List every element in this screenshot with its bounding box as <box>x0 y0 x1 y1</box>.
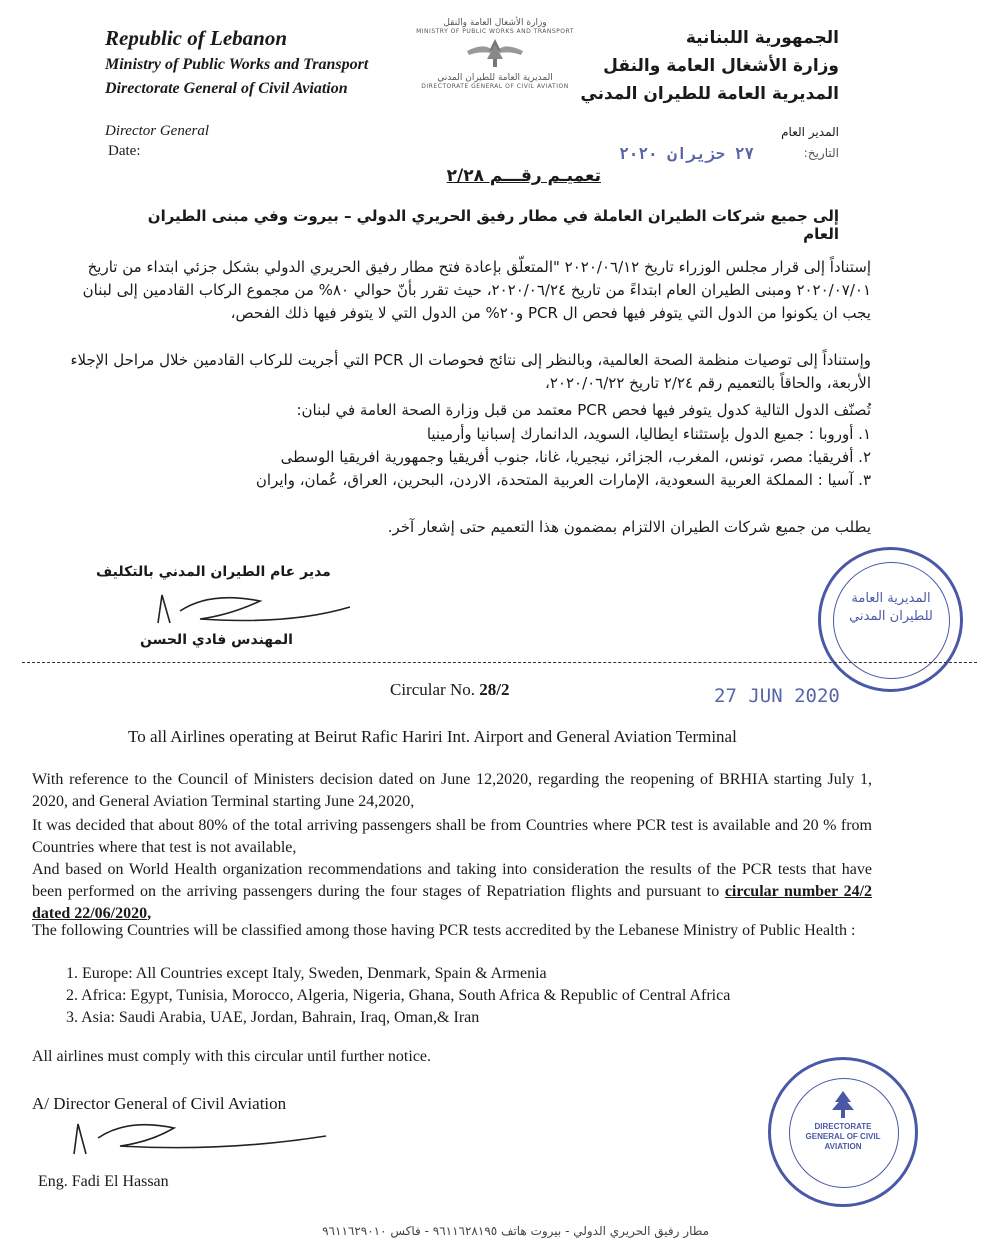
en-circular-number: 28/2 <box>479 680 510 699</box>
en-list-text: Asia: Saudi Arabia, UAE, Jordan, Bahrain, Iraq, Oman,& Iran <box>81 1009 480 1026</box>
ar-signer-name: المهندس فادي الحسن <box>140 632 293 648</box>
ar-signature-icon <box>140 585 370 633</box>
ar-list-item-2: ٢. أفريقيا: مصر، تونس، المغرب، الجزائر، نيجيريا، غانا، جنوب أفريقيا وجمهورية افريقيا الوسطى <box>280 448 871 466</box>
section-divider <box>22 662 977 663</box>
logo-top-en: MINISTRY OF PUBLIC WORKS AND TRANSPORT <box>416 28 574 35</box>
ar-paragraph-3: تُصنّف الدول التالية كدول يتوفر فيها فحص PCR معتمد من قبل وزارة الصحة العامة في لبنان: <box>296 401 871 419</box>
en-list-text: Europe: All Countries except Italy, Sweden, Denmark, Spain & Armenia <box>82 965 547 982</box>
ministry-logo <box>405 18 585 118</box>
en-list-item-2 <box>66 985 730 1007</box>
ar-signer-title: مدير عام الطيران المدني بالتكليف <box>96 564 331 580</box>
ar-header-republic: الجمهورية اللبنانية <box>685 28 839 48</box>
cedar-wings-emblem-icon <box>465 37 525 71</box>
ar-date-value: ٢٧ حزيران ٢٠٢٠ <box>619 144 754 163</box>
en-header-directorate: Directorate General of Civil Aviation <box>105 80 348 97</box>
ar-list-item-3: ٣. آسيا : المملكة العربية السعودية، الإمارات العربية المتحدة، الاردن، البحرين، العراق، عُمان، وايران <box>255 471 871 489</box>
en-paragraph-3-text: And based on World Health organization recommendations and taking into consideration the results of the PCR tests that have been performed on the arriving passengers during the four stages of Repatriation flights and pursuant to <box>32 861 872 900</box>
ar-paragraph-1: إستناداً إلى قرار مجلس الوزراء تاريخ ٢٠٢٠/٠٦/١٢ "المتعلّق بإعادة فتح مطار رفيق الحريري الدولي بشكل جزئي ابتداء من تاريخ ٢٠٢٠/٠٧/٠١ ومبنى الطيران العام ابتداءً من تاريخ ٢٠٢٠/٠٦/٢٤، حيث تقرر بأنّ حوالي ٨٠% من مجموع الركاب القادمين إلى لبنان يجب ان يكونوا من الدول التي يتوفر فيها فحص ال PCR و٢٠% من الدول التي لا يتوفر فيها ذلك الفحص، <box>82 258 871 322</box>
ar-header-directorate: المديرية العامة للطيران المدني <box>580 84 839 104</box>
en-signer-name: Eng. Fadi El Hassan <box>38 1173 169 1190</box>
en-date-label: Date: <box>108 143 141 159</box>
en-circular-heading <box>390 680 509 700</box>
en-list-item-3 <box>66 1007 479 1029</box>
en-list-num: 3. <box>66 1009 78 1026</box>
en-list-num: 2. <box>66 987 78 1004</box>
en-signature-icon <box>64 1112 334 1162</box>
en-paragraph-3 <box>32 859 872 925</box>
en-closing: All airlines must comply with this circular until further notice. <box>32 1048 432 1065</box>
en-date-stamp: 27 JUN 2020 <box>714 685 840 707</box>
ar-closing: يطلب من جميع شركات الطيران الالتزام بمضمون هذا التعميم حتى إشعار آخر. <box>387 518 871 536</box>
logo-bottom-ar: المديرية العامة للطيران المدني <box>437 73 553 83</box>
en-paragraph-2: It was decided that about 80% of the total arriving passengers shall be from Countries where PCR test is available and 20 % from Countries where that test is not available, <box>32 817 872 856</box>
en-paragraph-3-end: , <box>147 905 152 922</box>
arabic-official-seal-icon <box>818 547 963 692</box>
en-header-ministry: Ministry of Public Works and Transport <box>105 56 369 73</box>
ar-director-label: المدير العام <box>781 125 839 139</box>
en-circular-label: Circular No. <box>390 680 475 699</box>
en-list-num: 1. <box>66 965 78 982</box>
ar-date-label: التاريخ: <box>803 146 839 160</box>
ar-circular-title: تعميـم رقـــم ٢/٢٨ <box>446 166 601 186</box>
en-circular-reference: circular number 24/2 dated 22/06/2020 <box>32 883 873 922</box>
seal-cedar-icon <box>827 1090 859 1120</box>
ar-seal-text: المديرية العامة للطيران المدني <box>849 591 933 624</box>
footer-contact: مطار رفيق الحريري الدولي - بيروت هاتف ٩٦١١٦٢٨١٩٥ - فاكس ٩٦١١٦٢٩٠١٠ <box>322 1224 709 1238</box>
en-addressee: To all Airlines operating at Beirut Rafic Hariri Int. Airport and General Aviation Terminal <box>128 727 737 746</box>
logo-top-ar: وزارة الأشغال العامة والنقل <box>443 18 547 28</box>
ar-list-item-1: ١. أوروبا : جميع الدول بإستثناء ايطاليا، السويد، الدانمارك إسبانيا وأرمينيا <box>426 425 871 443</box>
logo-bottom-en: DIRECTORATE GENERAL OF CIVIL AVIATION <box>421 83 569 90</box>
en-seal-center: DIRECTORATE GENERAL OF CIVIL AVIATION <box>805 1122 881 1151</box>
en-list-item-1 <box>66 963 547 985</box>
en-paragraph-1: With reference to the Council of Ministers decision dated on June 12,2020, regarding the reopening of BRHIA starting July 1, 2020, and General Aviation Terminal starting June 24,2020, <box>32 771 872 810</box>
en-header-republic: Republic of Lebanon <box>105 26 287 50</box>
en-director-label: Director General <box>105 123 210 139</box>
en-paragraph-4: The following Countries will be classified among those having PCR tests accredited by the Lebanese Ministry of Public Health : <box>32 922 856 939</box>
en-list-text: Africa: Egypt, Tunisia, Morocco, Algeria, Nigeria, Ghana, South Africa & Republic of Central Africa <box>81 987 731 1004</box>
ar-paragraph-2: وإستناداً إلى توصيات منظمة الصحة العالمية، وبالنظر إلى نتائج فحوصات ال PCR التي أجريت للركاب القادمين خلال مراحل الإجلاء الأربعة، والحاقاً بالتعميم رقم ٢/٢٤ تاريخ ٢٠٢٠/٠٦/٢٢، <box>70 351 871 392</box>
ar-header-ministry: وزارة الأشغال العامة والنقل <box>603 56 839 76</box>
ar-addressee: إلى جميع شركات الطيران العاملة في مطار رفيق الحريري الدولي – بيروت وفي مبنى الطيران العام <box>147 207 839 243</box>
english-official-seal-icon <box>768 1057 918 1207</box>
en-signer-title: A/ Director General of Civil Aviation <box>32 1094 287 1113</box>
